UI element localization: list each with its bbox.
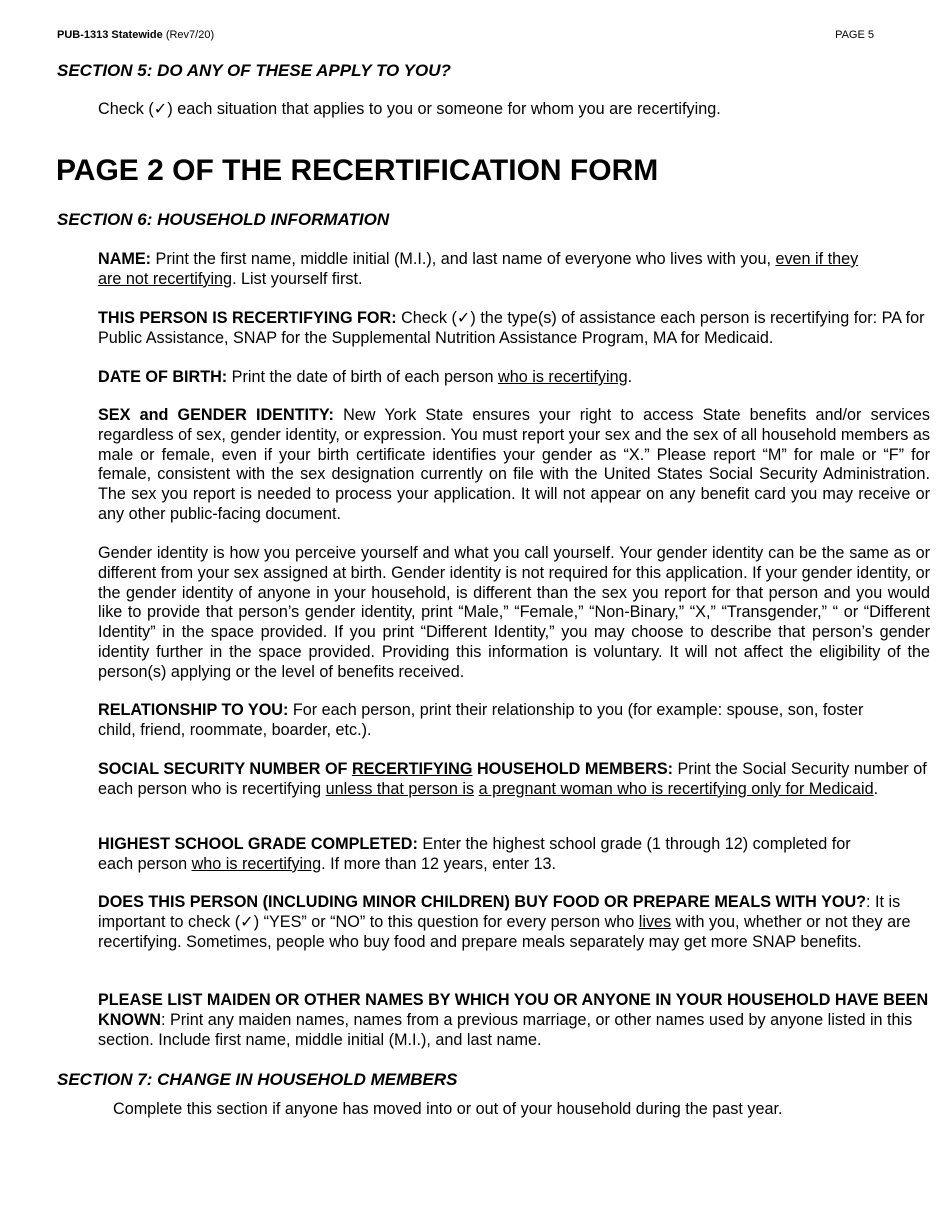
- food-text: : It is important to check (✓) “YES” or “NO” to this question for every person who: [98, 893, 901, 931]
- school-underline: who is recertifying: [191, 854, 322, 873]
- name-underline: even if they are not recertifying: [98, 250, 859, 288]
- ssn-label: [98, 760, 673, 778]
- page-2-title: PAGE 2 OF THE RECERTIFICATION FORM: [56, 154, 659, 187]
- relationship-label: RELATIONSHIP TO YOU:: [98, 701, 289, 719]
- dob-paragraph: [98, 368, 930, 388]
- ssn-label-start: SOCIAL SECURITY NUMBER OF: [98, 760, 352, 778]
- section-6-title: SECTION 6: HOUSEHOLD INFORMATION: [57, 210, 390, 229]
- school-paragraph: [98, 835, 878, 875]
- relationship-text: For each person, print their relationship to you (for example: spouse, son, foster child, friend, roommate, boarder, etc.).: [98, 701, 864, 739]
- name-label: NAME:: [98, 250, 152, 268]
- recertifying-for-label: THIS PERSON IS RECERTIFYING FOR:: [98, 309, 397, 327]
- section-5-title: SECTION 5: DO ANY OF THESE APPLY TO YOU?: [57, 61, 451, 80]
- ssn-label-underline: RECERTIFYING: [351, 760, 473, 778]
- form-id: [57, 29, 214, 41]
- section-7-text: Complete this section if anyone has moved into or out of your household during the past year.: [113, 1100, 783, 1118]
- recertifying-for-paragraph: [98, 309, 930, 349]
- relationship-paragraph: [98, 701, 878, 741]
- food-text-end: with you, whether or not they are recertifying. Sometimes, people who buy food and prepare meals separately may get more SNAP benefits.: [98, 912, 911, 951]
- school-text: Enter the highest school grade (1 through 12) completed for each person: [98, 835, 851, 873]
- ssn-text: Print the Social Security number of each person who is recertifying: [98, 760, 927, 798]
- ssn-underline-2: a pregnant woman who is recertifying only for Medicaid: [478, 779, 874, 798]
- form-revision: (Rev7/20): [165, 29, 215, 41]
- food-underline: lives: [638, 912, 672, 931]
- section-5-text: Check (✓) each situation that applies to you or someone for whom you are recertifying.: [98, 100, 721, 118]
- dob-underline: who is recertifying: [498, 368, 628, 386]
- food-paragraph: [98, 893, 930, 952]
- ssn-text-end: .: [873, 779, 879, 798]
- dob-text: Print the date of birth of each person: [227, 368, 499, 386]
- ssn-label-end: HOUSEHOLD MEMBERS:: [472, 760, 674, 778]
- sex-gender-text: New York State ensures your right to access State benefits and/or services regardless of sex, gender identity, or expression. You must report your sex and the sex of all household members as male or female, even if your birth certificate identifies your gender as “X.” Please report “M” for male or “F” for female, consistent with the sex designation currently on file with the United States Social Security Administration. The sex you report is needed to process your application. It will not appear on any benefit card you may receive or any other public-facing document.: [98, 406, 930, 523]
- name-text-end: . List yourself first.: [232, 269, 363, 288]
- ssn-underline-1: unless that person is: [325, 779, 475, 798]
- dob-label: DATE OF BIRTH:: [98, 368, 228, 386]
- section-7-title: SECTION 7: CHANGE IN HOUSEHOLD MEMBERS: [57, 1070, 458, 1089]
- food-label: DOES THIS PERSON (INCLUDING MINOR CHILDREN) BUY FOOD OR PREPARE MEALS WITH YOU?: [98, 893, 867, 911]
- name-text: Print the first name, middle initial (M.I.), and last name of everyone who lives with you,: [151, 250, 776, 268]
- school-label: HIGHEST SCHOOL GRADE COMPLETED:: [98, 835, 418, 853]
- sex-gender-paragraph: [98, 406, 930, 525]
- form-number: PUB-1313 Statewide: [57, 29, 163, 41]
- ssn-paragraph: [98, 760, 930, 800]
- recertifying-for-text: Check (✓) the type(s) of assistance each person is recertifying for: PA for Public Assistance, SNAP for the Supplemental Nutrition Assistance Program, MA for Medicaid.: [98, 309, 925, 347]
- dob-text-end: .: [627, 368, 633, 386]
- name-paragraph: [98, 250, 878, 290]
- school-text-end: . If more than 12 years, enter 13.: [321, 854, 557, 873]
- maiden-names-label: PLEASE LIST MAIDEN OR OTHER NAMES BY WHICH YOU OR ANYONE IN YOUR HOUSEHOLD HAVE BEEN KNOWN: [98, 991, 929, 1029]
- maiden-names-paragraph: [98, 991, 930, 1050]
- page-number: PAGE 5: [835, 29, 874, 41]
- maiden-names-text: : Print any maiden names, names from a previous marriage, or other names used by anyone listed in this section. Include first name, middle initial (M.I.), and last name.: [98, 1010, 913, 1049]
- sex-gender-label: SEX and GENDER IDENTITY:: [98, 406, 334, 424]
- gender-identity-paragraph: Gender identity is how you perceive yourself and what you call yourself. Your gender identity can be the same as or different from your sex assigned at birth. Gender identity is not required for this application. If your gender identity, or the gender identity of anyone in your household, is different than the sex you report for that person and you would like to provide that person’s gender identity, print “Male,” “Female,” “Non-Binary,” “X,” “Transgender,” “ or “Different Identity” in the space provided. If you print “Different Identity,” you may choose to describe that person’s gender identity further in the space provided. Providing this information is voluntary. It will not affect the eligibility of the person(s) applying or the level of benefits received.: [98, 544, 930, 681]
